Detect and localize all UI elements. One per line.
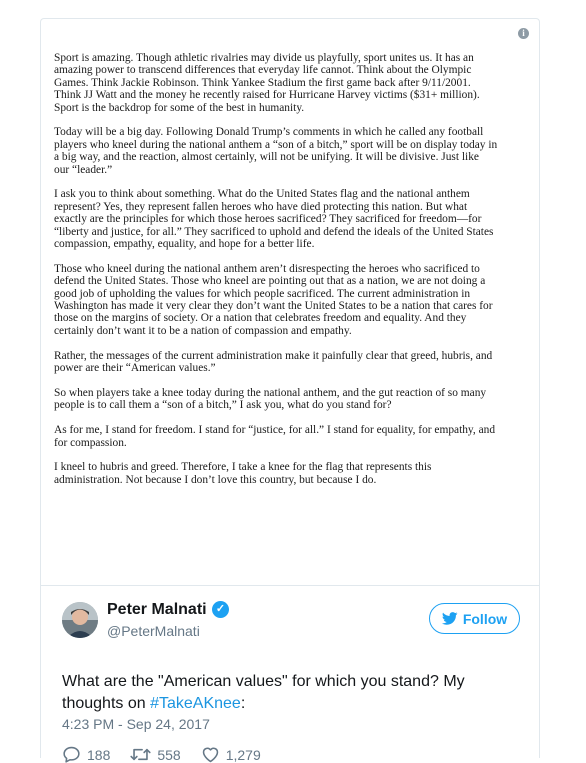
letter-paragraph: I ask you to think about something. What do the United States flag and the national anthem represent? Yes, they represent fallen heroes who have died protecting this nation. But what exactly are the principles for which those heroes sacrificed? They sacrificed for freedom—for “liberty and justice, for all.” They sacrificed to uphold and defend the ideals of the United States compassion, empathy, equality, and hope for a better life. <box>54 188 494 251</box>
tweet-card <box>40 18 540 763</box>
tweet-timestamp[interactable]: 4:23 PM - Sep 24, 2017 <box>62 716 210 732</box>
follow-button[interactable] <box>429 603 520 634</box>
hashtag-link[interactable]: #TakeAKnee <box>150 695 241 712</box>
letter-paragraph: So when players take a knee today during the national anthem, and the gut reaction of so many people is to call them a “son of a bitch,” I ask you, what do you stand for? <box>54 386 487 412</box>
retweet-count: 558 <box>157 746 181 763</box>
like-count: 1,279 <box>225 746 261 763</box>
author-handle[interactable]: @PeterMalnati <box>107 623 200 639</box>
media-divider <box>41 585 539 586</box>
tweet-actions <box>62 746 281 763</box>
author-name[interactable]: Peter Malnati <box>107 601 207 618</box>
reply-count: 188 <box>87 746 111 763</box>
retweet-icon <box>130 747 151 762</box>
letter-paragraph: Sport is amazing. Though athletic rivalries may divide us playfully, sport unites us. It has an amazing power to transcend differences that everyday life cannot. Think about the Olympic Games. Think Jackie Robinson. Think Yankee Stadium the first game back after 9/11/2001. Think JJ Watt and the money he recently raised for Hurricane Harvey victims ($31+ million). Sport is the backdrop for some of the best in humanity. <box>54 52 480 114</box>
tweet-text: What are the "American values" for which you stand? My thoughts on #TakeAKnee: <box>62 673 465 712</box>
letter-image[interactable] <box>54 52 540 499</box>
retweet-button[interactable] <box>130 747 180 763</box>
letter-paragraph: Today will be a big day. Following Donald Trump’s comments in which he called any football players who kneel during the national anthem a “son of a bitch,” sport will be on display today in a big way, and the reaction, almost certainly, will not be unifying. It will be divisive. Just like our “leader.” <box>54 126 498 176</box>
info-icon[interactable]: i <box>518 28 529 39</box>
letter-paragraph: I kneel to hubris and greed. Therefore, I take a knee for the flag that represents this administration. Not because I don’t love this country, but because I do. <box>54 461 432 486</box>
avatar-image <box>62 602 98 638</box>
avatar[interactable] <box>62 602 98 638</box>
letter-paragraph: As for me, I stand for freedom. I stand for “justice, for all.” I stand for equality, for empathy, and for compassion. <box>54 424 496 449</box>
reply-button[interactable] <box>62 746 110 763</box>
reply-icon <box>62 746 81 763</box>
like-icon <box>201 746 220 763</box>
letter-paragraph: Those who kneel during the national anthem aren’t disrespecting the heroes who sacrificed to defend the United States. Those who kneel are pointing out that as a nation, we are not doing a good job of upholding the values for which people sacrificed. The current administration in Washington has made it very clear they don’t want the United States to be a nation that cares for those on the margins of society. Or a nation that celebrates freedom and equality. And they certainly don’t want it to be a nation of compassion and empathy. <box>54 262 493 337</box>
follow-label: Follow <box>462 610 508 627</box>
twitter-bird-icon <box>442 612 458 625</box>
letter-paragraph: Rather, the messages of the current administration make it painfully clear that greed, hubris, and power are their “American values.” <box>54 349 493 375</box>
like-button[interactable] <box>201 746 261 763</box>
verified-icon: ✓ <box>212 601 229 618</box>
